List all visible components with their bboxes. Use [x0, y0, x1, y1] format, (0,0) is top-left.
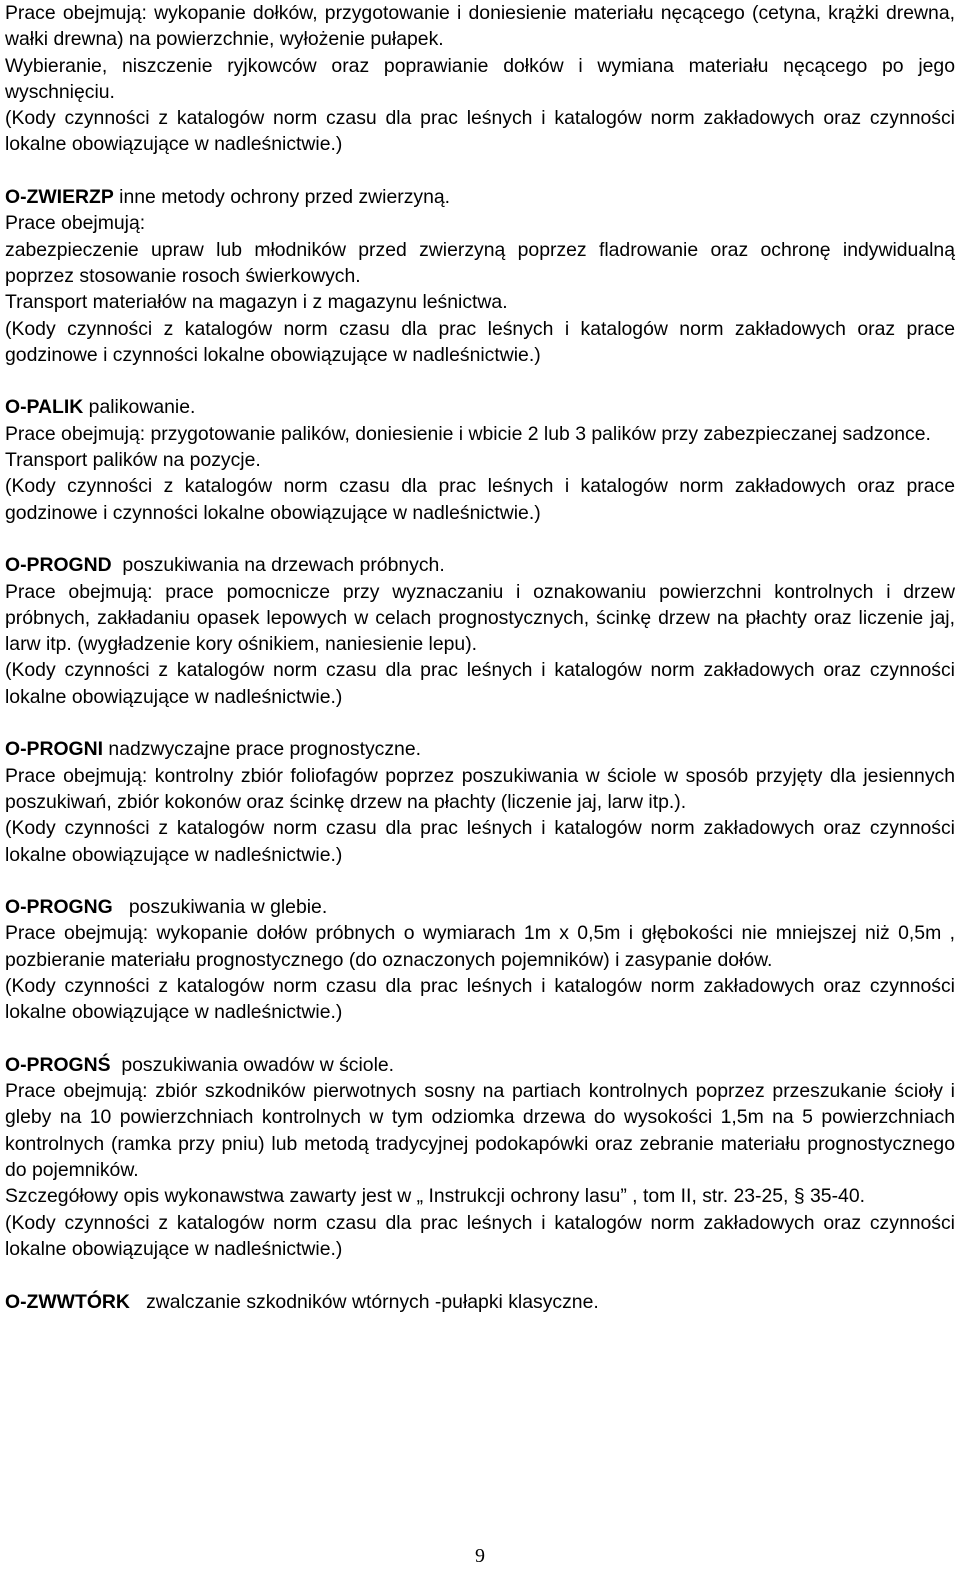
paragraph-codes-note: (Kody czynności z katalogów norm czasu dla prac leśnych i katalogów norm zakładowych oraz czynności lokalne obowiązujące w nadleśnictwie.) [5, 1211, 955, 1260]
section-heading [5, 394, 955, 420]
section-title: zwalczanie szkodników wtórnych -pułapki klasyczne. [129, 1290, 599, 1313]
paragraph-codes-note: (Kody czynności z katalogów norm czasu dla prac leśnych i katalogów norm zakładowych oraz czynności lokalne obowiązujące w nadleśnictwie.) [5, 107, 955, 156]
section-heading [5, 1052, 955, 1078]
section-title: nadzwyczajne prace prognostyczne. [103, 738, 422, 761]
paragraph: Prace obejmują: zbiór szkodników pierwotnych sosny na partiach kontrolnych poprzez przeszukanie ścioły i gleby na 10 powierzchniach kontrolnych w tym odziomka drzewa do wysokości 1,5m na 5 powierzchniach kontrolnych (ramka przy pniu) lub metodą tradycyjnej podokapówki oraz zebranie materiału prognostycznego do pojemników. [5, 1080, 955, 1182]
work-code: O-PROGNG [5, 896, 113, 919]
paragraph: Prace obejmują: [5, 212, 146, 235]
work-code: O-PROGNŚ [5, 1053, 111, 1076]
section-o-zwierzp [5, 184, 955, 368]
section-o-prognd [5, 552, 955, 710]
paragraph-codes-note: (Kody czynności z katalogów norm czasu dla prac leśnych i katalogów norm zakładowych oraz czynności lokalne obowiązujące w nadleśnictwie.) [5, 817, 955, 866]
page-number: 9 [475, 1545, 485, 1567]
spacer [5, 710, 955, 736]
section-title: poszukiwania w glebie. [112, 896, 328, 919]
paragraph: Transport palików na pozycje. [5, 449, 261, 472]
paragraph: Transport materiałów na magazyn i z magazynu leśnictwa. [5, 291, 508, 314]
work-code: O-PROGND [5, 554, 112, 577]
paragraph: Prace obejmują: kontrolny zbiór foliofagów poprzez poszukiwania w ściole w sposób przyjęty dla jesiennych poszukiwań, zbiór kokonów oraz ścinkę drzew na płachty (liczenie jaj, larw itp.). [5, 764, 955, 813]
work-code: O-ZWWTÓRK [5, 1290, 130, 1313]
paragraph-codes-note: (Kody czynności z katalogów norm czasu dla prac leśnych i katalogów norm zakładowych oraz prace godzinowe i czynności lokalne obowiązujące w nadleśnictwie.) [5, 475, 955, 524]
section-o-progng [5, 894, 955, 1025]
section-heading [5, 894, 955, 920]
paragraph: Szczegółowy opis wykonawstwa zawarty jest w „ Instrukcji ochrony lasu” , tom II, str. 23-25, § 35-40. [5, 1185, 865, 1208]
section-title: poszukiwania owadów w ściole. [110, 1053, 395, 1076]
section-title: poszukiwania na drzewach próbnych. [111, 554, 445, 577]
paragraph: Prace obejmują: przygotowanie palików, doniesienie i wbicie 2 lub 3 palików przy zabezpieczanej sadzonce. [5, 422, 931, 445]
paragraph-codes-note: (Kody czynności z katalogów norm czasu dla prac leśnych i katalogów norm zakładowych oraz czynności lokalne obowiązujące w nadleśnictwie.) [5, 659, 955, 708]
work-code: O-PALIK [5, 396, 84, 419]
paragraph-codes-note: (Kody czynności z katalogów norm czasu dla prac leśnych i katalogów norm zakładowych oraz prace godzinowe i czynności lokalne obowiązujące w nadleśnictwie.) [5, 317, 955, 366]
spacer [5, 158, 955, 184]
paragraph-codes-note: (Kody czynności z katalogów norm czasu dla prac leśnych i katalogów norm zakładowych oraz czynności lokalne obowiązujące w nadleśnictwie.) [5, 974, 955, 1024]
paragraph: Prace obejmują: prace pomocnicze przy wyznaczaniu i oznakowaniu powierzchni kontrolnych i drzew próbnych, zakładaniu opasek lepowych w celach prognostycznych, ścinkę drzew na płachty oraz liczenie jaj, larw itp. (wygładzenie kory ośnikiem, naniesienie lepu). [5, 580, 955, 656]
spacer [5, 1262, 955, 1288]
section-title: palikowanie. [83, 396, 196, 419]
section-o-progni [5, 736, 955, 867]
spacer [5, 526, 955, 552]
section-heading [5, 736, 955, 762]
work-code: O-ZWIERZP [5, 186, 114, 209]
paragraph-selection: Wybieranie, niszczenie ryjkowców oraz poprawianie dołków i wymiana materiału nęcącego po jego wyschnięciu. [5, 54, 955, 103]
paragraph-works: Prace obejmują: wykopanie dołków, przygotowanie i doniesienie materiału nęcącego (cetyna, krążki drewna, wałki drewna) na powierzchnie, wyłożenie pułapek. [5, 2, 955, 51]
spacer [5, 868, 955, 894]
work-code: O-PROGNI [5, 738, 104, 761]
section-heading [5, 552, 955, 578]
section-o-progns [5, 1052, 955, 1262]
paragraph: zabezpieczenie upraw lub młodników przed zwierzyną poprzez fladrowanie oraz ochronę indywidualną poprzez stosowanie rosoch świerkowych. [5, 238, 955, 287]
section-heading [5, 1289, 955, 1315]
section-title: inne metody ochrony przed zwierzyną. [113, 186, 451, 209]
section-o-zwwtork [5, 1289, 955, 1315]
paragraph: Prace obejmują: wykopanie dołów próbnych o wymiarach 1m x 0,5m i głębokości nie mniejszej niż 0,5m , pozbieranie materiału prognostycznego (do oznaczonych pojemników) i zasypanie dołów. [5, 922, 955, 971]
section-heading [5, 184, 955, 210]
spacer [5, 368, 955, 394]
section-o-palik [5, 394, 955, 525]
document-page [5, 0, 955, 1315]
spacer [5, 1026, 955, 1052]
